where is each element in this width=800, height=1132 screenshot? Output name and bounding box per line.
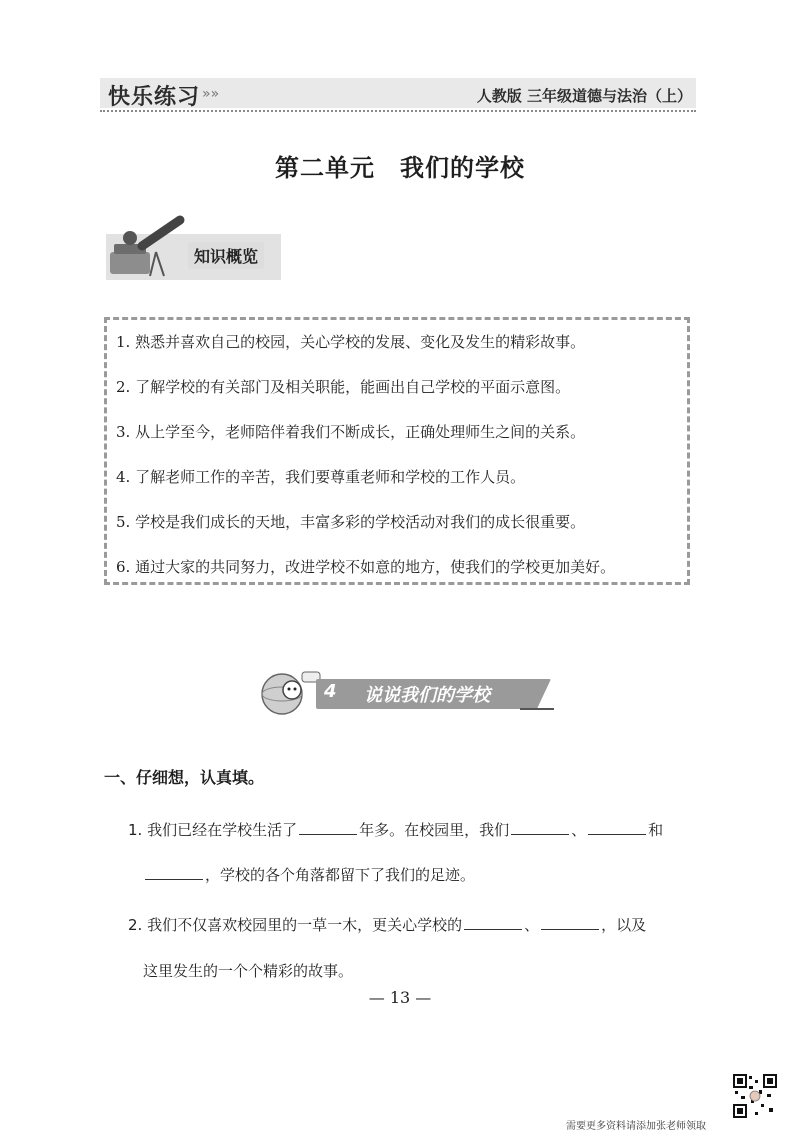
lesson-number: 4: [324, 681, 337, 702]
question-2-line-2: [143, 960, 353, 981]
answer-blank[interactable]: [588, 818, 646, 835]
unit-title: 第二单元 我们的学校: [275, 153, 525, 182]
answer-blank[interactable]: [541, 913, 599, 930]
footer-note: 需要更多资料请添加张老师领取: [566, 1121, 706, 1132]
q1-separator: 、: [571, 821, 587, 839]
page-number: — 13 —: [368, 988, 432, 1007]
globe-mascot-icon: [256, 666, 326, 718]
question-1-line-1: [128, 818, 663, 840]
book-edition: 人教版 三年级道德与法治（上）: [476, 87, 692, 105]
q1-text-1: 1. 我们已经在学校生活了: [128, 821, 298, 839]
lesson-underline: [520, 708, 554, 710]
section-heading: 一、仔细想，认真填。: [104, 768, 265, 787]
lesson-title: 说说我们的学校: [364, 685, 490, 706]
header-divider: [100, 110, 696, 112]
objectives-list: [116, 327, 688, 597]
q2-text-3: 这里发生的一个个精彩的故事。: [143, 962, 354, 980]
qr-code-icon: [733, 1074, 777, 1118]
question-1-line-2: [143, 863, 475, 885]
list-item: 2. 了解学校的有关部门及相关职能，能画出自己学校的平面示意图。: [116, 378, 571, 396]
q2-text-2: ，以及: [601, 916, 647, 934]
overview-label: 知识概览: [188, 242, 264, 269]
answer-blank[interactable]: [299, 818, 357, 835]
list-item: 6. 通过大家的共同努力，改进学校不如意的地方，使我们的学校更加美好。: [116, 558, 616, 576]
q2-text-1: 2. 我们不仅喜欢校园里的一草一木，更关心学校的: [128, 916, 463, 934]
list-item: 5. 学校是我们成长的天地，丰富多彩的学校活动对我们的成长很重要。: [116, 513, 586, 531]
header-brand: 快乐练习: [108, 85, 201, 110]
question-2-line-1: [128, 913, 646, 935]
answer-blank[interactable]: [511, 818, 569, 835]
q2-separator: 、: [524, 916, 540, 934]
q1-text-3: 和: [648, 821, 664, 839]
q1-text-2: 年多。在校园里，我们: [359, 821, 510, 839]
list-item: 1. 熟悉并喜欢自己的校园，关心学校的发展、变化及发生的精彩故事。: [116, 333, 586, 351]
list-item: 4. 了解老师工作的辛苦，我们要尊重老师和学校的工作人员。: [116, 468, 526, 486]
answer-blank[interactable]: [145, 863, 203, 880]
answer-blank[interactable]: [464, 913, 522, 930]
list-item: 3. 从上学至今，老师陪伴着我们不断成长，正确处理师生之间的关系。: [116, 423, 586, 441]
q1-text-4: ，学校的各个角落都留下了我们的足迹。: [205, 866, 476, 884]
chevron-right-icon: »»: [202, 86, 220, 102]
